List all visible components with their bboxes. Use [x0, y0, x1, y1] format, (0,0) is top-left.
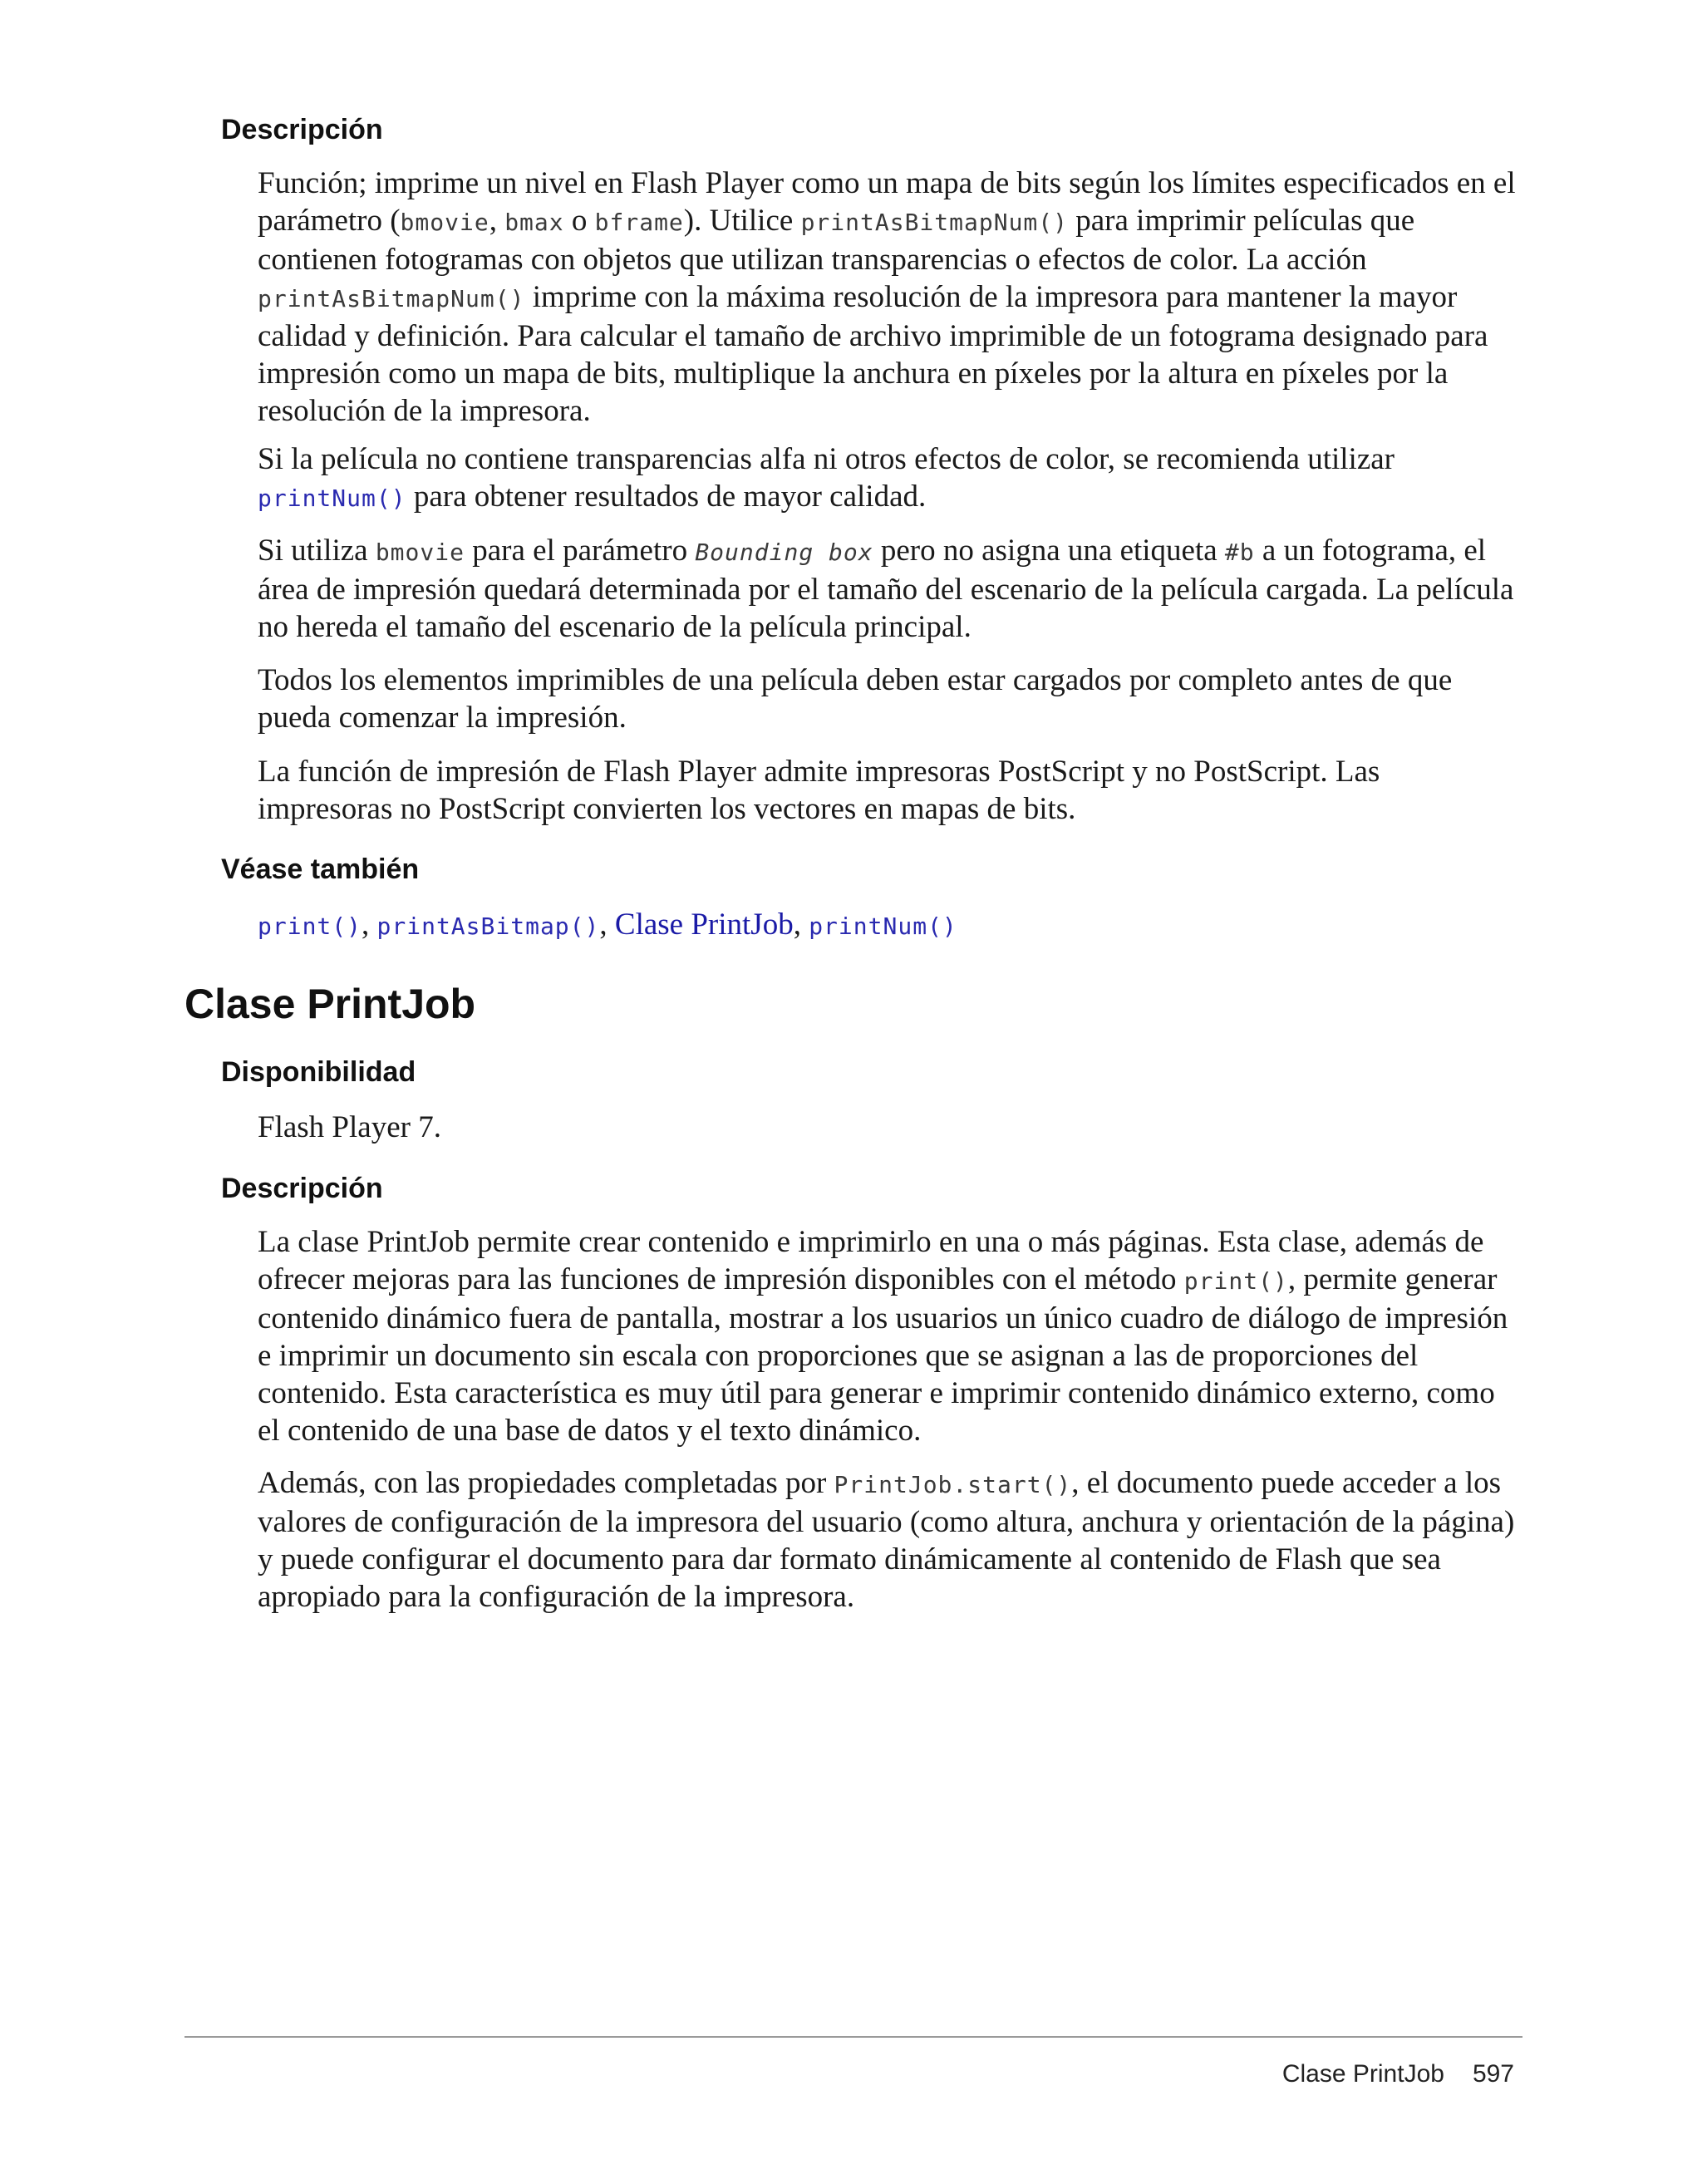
code-bmovie: bmovie: [400, 209, 489, 236]
text-run: para el parámetro: [464, 534, 696, 568]
text-run: ). Utilice: [683, 204, 801, 238]
footer-divider: [184, 2036, 1522, 2038]
description-heading: Descripción: [221, 114, 383, 145]
text-run: para obtener resultados de mayor calidad.: [406, 480, 927, 514]
separator: ,: [362, 908, 377, 942]
class-description-paragraph-2: [258, 1464, 1521, 1616]
text-run: Si la película no contiene transparencias alfa ni otros efectos de color, se recomienda utilizar: [258, 442, 1395, 476]
link-printnum[interactable]: printNum(): [809, 912, 957, 940]
separator: ,: [793, 908, 809, 942]
description-paragraph-4: Todos los elementos imprimibles de una película deben estar cargados por completo antes de que pueda comenzar la impresión.: [258, 663, 1453, 735]
text-run: imprime con la máxima resolución de la impresora para mantener la mayor calidad y definición. Para calcular el tamaño de archivo imprimible de un fotograma designado para impresión como un mapa de bits, multiplique la anchura en píxeles por la altura en píxeles por la resolución de la impresora.: [258, 280, 1488, 428]
link-printnum[interactable]: printNum(): [258, 485, 406, 512]
code-printasbitmapnum: printAsBitmapNum(): [258, 285, 525, 312]
code-bmovie: bmovie: [375, 539, 465, 566]
text-run: , permite generar contenido dinámico fuera de pantalla, mostrar a los usuarios un único cuadro de diálogo de impresión e imprimir un documento sin escala con proporciones que se asignan a las de proporciones del contenido. Esta característica es muy útil para generar e imprimir contenido dinámico externo, como el contenido de una base de datos y el texto dinámico.: [258, 1262, 1508, 1448]
text-run: ,: [489, 204, 505, 238]
text-run: , el documento puede acceder a los valores de configuración de la impresora del usuario (como altura, anchura y orientación de la página) y puede configurar el documento para dar formato dinámicamente al contenido de Flash que sea apropiado para la configuración de la impresora.: [258, 1466, 1515, 1614]
code-print: print(): [1183, 1267, 1288, 1295]
page-footer: [1282, 2059, 1514, 2089]
text-run: para imprimir películas que contienen fotogramas con objetos que utilizan transparencias o efectos de color. La acción: [258, 204, 1415, 277]
text-run: Si utiliza: [258, 534, 376, 568]
class-description-paragraph-1: [258, 1223, 1521, 1449]
description-paragraph-3: [258, 532, 1521, 646]
page-number: 597: [1472, 2060, 1514, 2088]
link-clase-printjob[interactable]: Clase PrintJob: [614, 908, 794, 942]
code-bounding-box: Bounding box: [695, 539, 873, 566]
see-also-links: [258, 906, 1521, 945]
class-title: Clase PrintJob: [184, 981, 476, 1027]
code-bframe: bframe: [594, 209, 684, 236]
text-run: La clase PrintJob permite crear contenido e imprimirlo en una o más páginas. Esta clase, además de ofrecer mejoras para las funciones de impresión disponibles con el método: [258, 1225, 1484, 1296]
footer-section-name: Clase PrintJob: [1281, 2060, 1444, 2088]
availability-text: Flash Player 7.: [258, 1110, 441, 1144]
code-printjob-start: PrintJob.start(): [834, 1471, 1072, 1498]
code-bmax: bmax: [504, 209, 564, 236]
description-paragraph-1: [258, 165, 1521, 430]
text-run: o: [563, 204, 595, 238]
availability-heading: Disponibilidad: [221, 1056, 416, 1088]
text-run: Además, con las propiedades completadas por: [258, 1466, 834, 1500]
text-run: a un fotograma, el área de impresión quedará determinada por el tamaño del escenario de la película cargada. La película no hereda el tamaño del escenario de la película principal.: [258, 534, 1514, 644]
description-paragraph-5: La función de impresión de Flash Player admite impresoras PostScript y no PostScript. Las impresoras no PostScript convierten los vectores en mapas de bits.: [258, 755, 1380, 826]
description-paragraph-2: [258, 440, 1521, 517]
text-run: Función; imprime un nivel en Flash Player como un mapa de bits según los límites especificados en el parámetro (: [258, 166, 1516, 238]
see-also-heading: Véase también: [221, 853, 420, 885]
code-printasbitmapnum: printAsBitmapNum(): [800, 209, 1068, 236]
code-hash-b: #b: [1224, 539, 1255, 566]
link-printasbitmap[interactable]: printAsBitmap(): [376, 912, 600, 940]
class-description-heading: Descripción: [221, 1173, 383, 1204]
link-print[interactable]: print(): [258, 912, 362, 940]
separator: ,: [599, 908, 615, 942]
text-run: pero no asigna una etiqueta: [873, 534, 1225, 568]
